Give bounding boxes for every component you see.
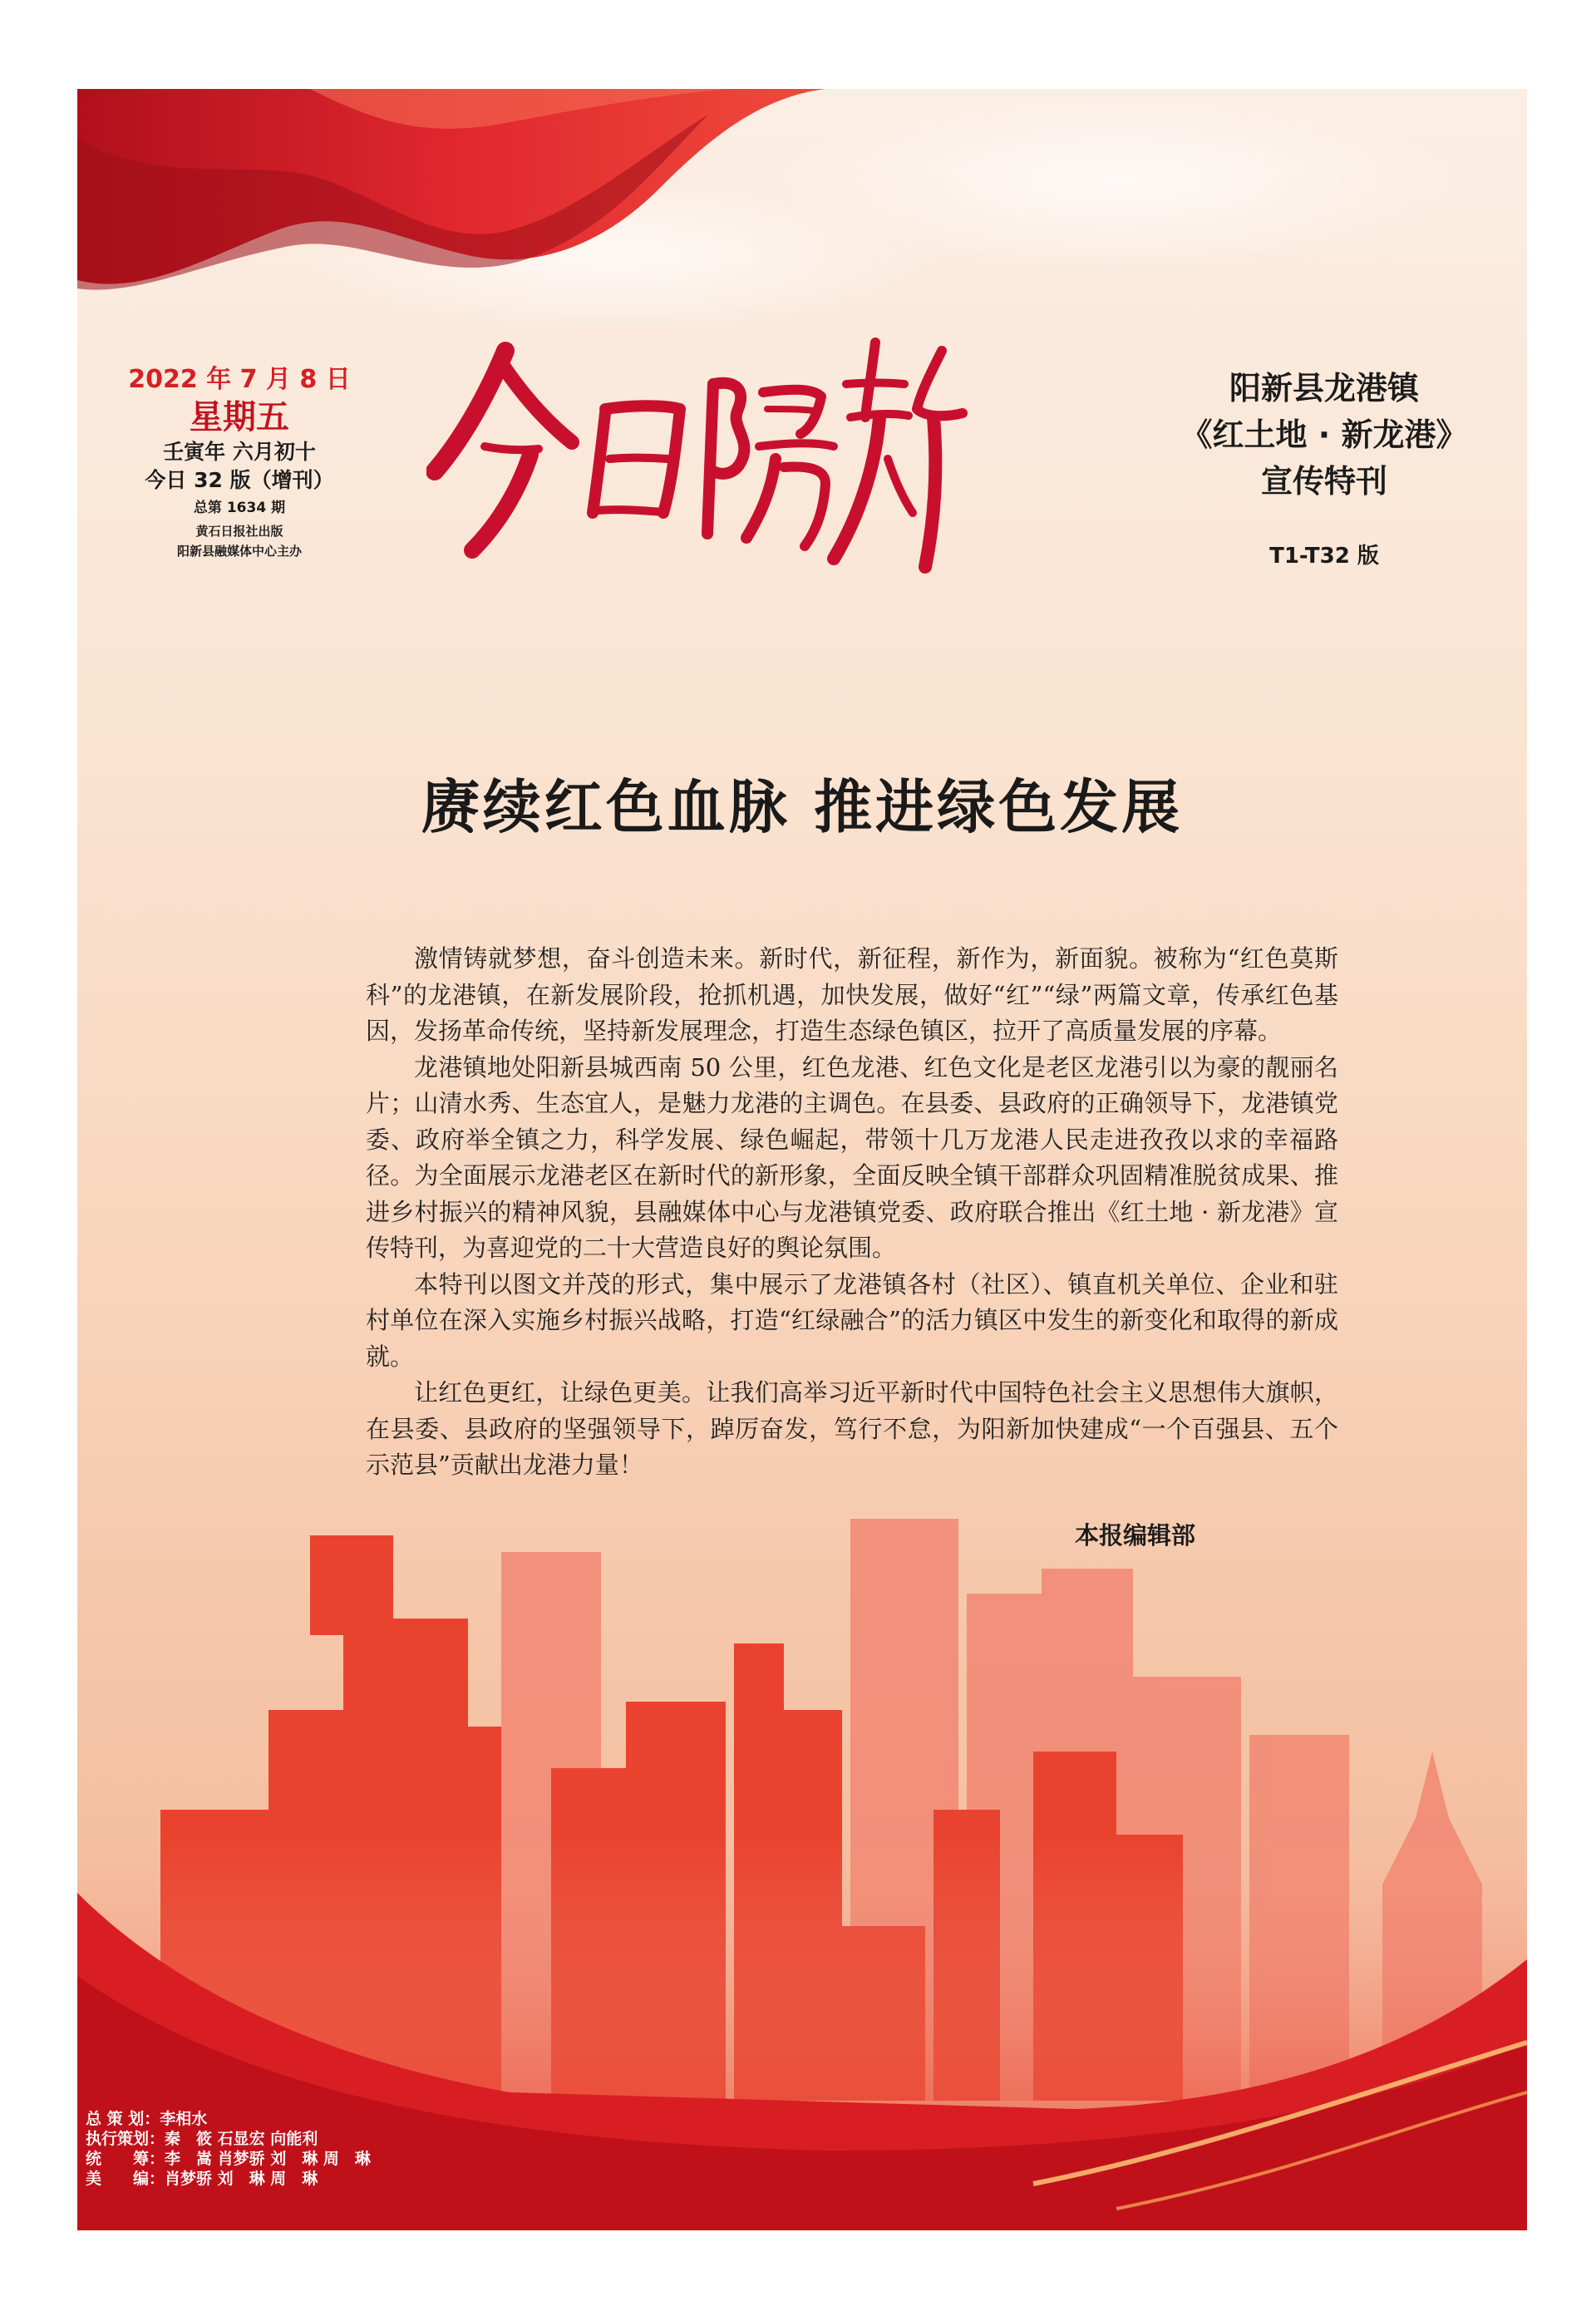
masthead-date-block xyxy=(77,363,401,561)
article-signature: 本报编辑部 xyxy=(1075,1521,1196,1550)
special-edition-name: 《红土地 · 新龙港》 xyxy=(1180,416,1468,453)
issue-weekday: 星期五 xyxy=(190,398,289,436)
special-edition-label: 宣传特刊 xyxy=(1260,463,1387,500)
page-count: 今日 32 版（增刊） xyxy=(145,468,334,492)
page-range: T1-T32 版 xyxy=(1269,544,1379,569)
issue-date: 2022 年 7 月 8 日 xyxy=(128,365,351,394)
newspaper-front-page xyxy=(77,89,1527,2230)
lunar-date: 壬寅年 六月初十 xyxy=(163,440,316,464)
page-title: 赓续红色血脉 推进绿色发展 xyxy=(421,772,1184,841)
host-line: 阳新县融媒体中心主办 xyxy=(176,544,302,559)
credit-line: 总 策 划：李相水 xyxy=(86,2110,208,2128)
editorial-credits xyxy=(86,2109,371,2189)
credit-line: 美 编：肖梦骄 刘 琳 周 琳 xyxy=(86,2170,318,2188)
credit-line: 执行策划：秦 筱 石显宏 向能利 xyxy=(86,2130,318,2148)
article-paragraph: 激情铸就梦想，奋斗创造未来。新时代，新征程，新作为，新面貌。被称为“红色莫斯科”的龙港镇，在新发展阶段，抢抓机遇，加快发展，做好“红”“绿”两篇文章，传承红色基因，发扬革命传统，坚持新发展理念，打造生态绿色镇区，拉开了高质量发展的序幕。 xyxy=(366,944,1338,1045)
article-paragraph: 本特刊以图文并茂的形式，集中展示了龙港镇各村（社区）、镇直机关单位、企业和驻村单位在深入实施乡村振兴战略，打造“红绿融合”的活力镇区中发生的新变化和取得的新成就。 xyxy=(366,1269,1338,1371)
credit-line: 统 筹：李 嵩 肖梦骄 刘 琳 周 琳 xyxy=(86,2150,371,2168)
article-paragraph: 让红色更红，让绿色更美。让我们高举习近平新时代中国特色社会主义思想伟大旗帜，在县委、县政府的坚强领导下，踔厉奋发，笃行不怠，为阳新加快建成“一个百强县、五个示范县”贡献出龙港力量！ xyxy=(366,1378,1338,1479)
special-edition-town: 阳新县龙港镇 xyxy=(1229,370,1419,407)
article-body xyxy=(366,941,1338,1484)
article-paragraph: 龙港镇地处阳新县城西南 50 公里，红色龙港、红色文化是老区龙港引以为豪的靓丽名片；山清水秀、生态宜人，是魅力龙港的主调色。在县委、县政府的正确领导下，龙港镇党委、政府举全镇之力，科学发展、绿色崛起，带领十几万龙港人民走进孜孜以求的幸福路径。为全面展示龙港老区在新时代的新形象，全面反映全镇干部群众巩固精准脱贫成果、推进乡村振兴的精神风貌，县融媒体中心与龙港镇党委、政府联合推出《红土地 · 新龙港》宣传特刊，为喜迎党的二十大营造良好的舆论氛围。 xyxy=(366,1052,1338,1262)
publisher-line: 黄石日报社出版 xyxy=(195,524,283,539)
issue-number: 总第 1634 期 xyxy=(193,500,286,516)
newspaper-logo xyxy=(426,326,975,575)
special-edition-title-block xyxy=(1158,365,1490,573)
